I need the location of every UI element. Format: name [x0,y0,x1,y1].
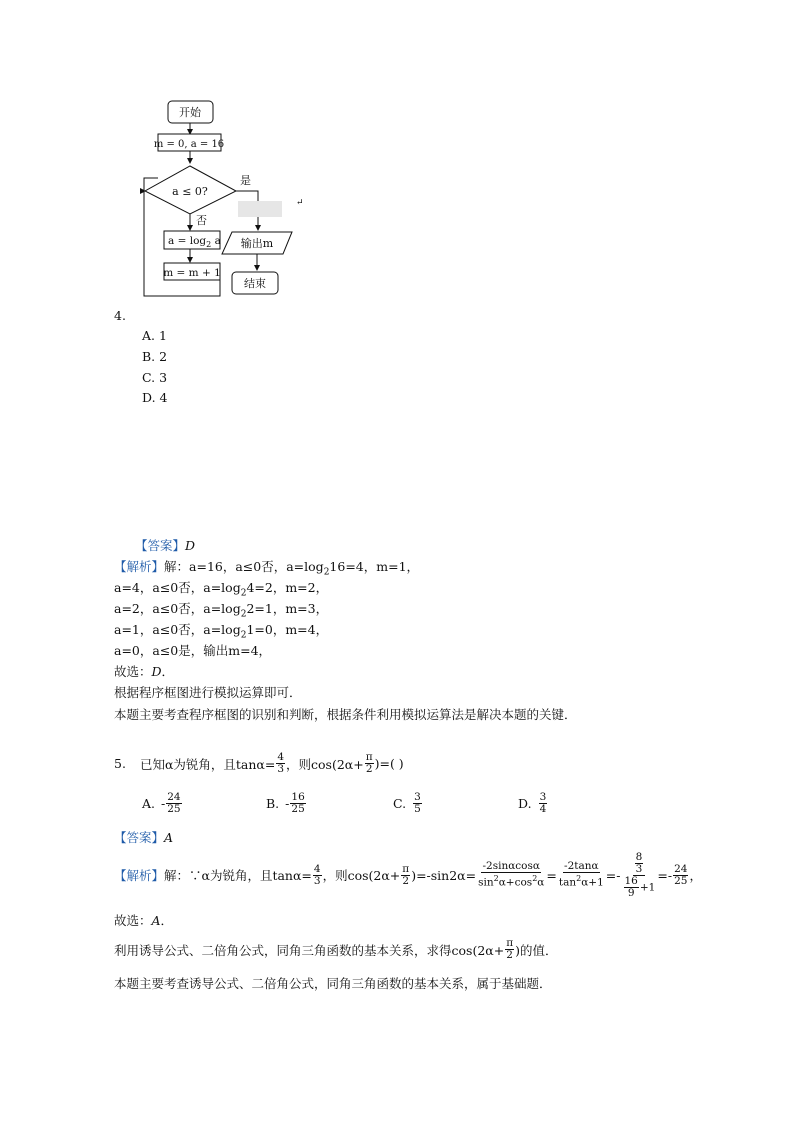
q5-answer: 【答案】A [114,830,174,845]
q5-option-c: C. $\frac{3}{5}$ [393,791,421,815]
q5-note-2: 本题主要考查诱导公式、二倍角公式，同角三角函数的基本关系，属于基础题． [114,976,552,991]
q4-note-2: 本题主要考查程序框图的识别和判断，根据条件利用模拟运算法是解决本题的关键． [114,707,577,722]
q5-note-1: 利用诱导公式、二倍角公式，同角三角函数的基本关系，求得cos(2α+ $\frac{\pi}{2}$ )的值． [114,937,558,961]
answer-tag: 【答案】 [135,538,186,553]
q4-step-4: a=1，a≤0否，$a=\log_21=0$，m=4， [114,622,329,641]
q4-step-1: 【解析】解：a=16，a≤0否，$a=\log_216=4$，m=1， [114,559,420,578]
q5-option-d: D. $\frac{3}{4}$ [518,791,547,815]
q4-answer [135,536,195,554]
q4-number: 4. [114,308,126,323]
q4-note-1: 根据程序框图进行模拟运算即可． [114,685,302,700]
blurred-mark [238,201,282,217]
q4-option-b: B. 2 [142,349,168,364]
analysis-tag: 【解析】 [114,559,165,574]
flowchart [0,0,794,320]
flow-init-text: m = 0, a = 16 [153,139,225,150]
q5-option-a: A. - $\frac{24}{25}$ [142,791,181,815]
flow-start-text: 开始 [179,106,201,119]
flow-assign-m-text: m = m + 1 [163,267,221,279]
flow-return-mark: ↵ [296,198,304,208]
flow-yes-label: 是 [240,174,251,187]
q4-step-3: a=2，a≤0否，$a=\log_22=1$，m=3， [114,601,329,620]
q4-choose: 故选：D． [114,664,175,679]
flow-assign-a-text: $a = \log_2 a$ [168,235,221,249]
q4-option-c: C. 3 [142,370,168,385]
q4-step-2: a=4，a≤0否，$a=\log_24=2$，m=2， [114,580,329,599]
flow-end-text: 结束 [244,277,266,290]
q4-option-a: A. 1 [142,328,167,343]
flow-decision-text: a ≤ 0? [172,185,208,198]
q4-step-5: a=0，a≤0是，输出m=4， [114,643,272,658]
answer-value: D [185,538,196,553]
q5-option-b: B. - $\frac{16}{25}$ [266,791,305,815]
q5-choose: 故选：A． [114,913,174,928]
flow-output-text: 输出m [240,237,274,250]
q5-analysis: 【解析】 解：∵α为锐角，且tanα= $\frac{4}{3}$ ，则cos(2α+ $\frac{\pi}{2}$ )=-sin2α= $\frac{-2\sin\alpha\cos\alpha}{\sin^2\alpha+\cos^2\alpha}$ = $\frac{-2\tan\alpha}{\tan^2\alpha+1}$ = - $\frac{8}{3}$ $\frac{16}{9}$ +1 = - $\frac{24}{25}$ ， [114,850,702,899]
q4-option-d: D. 4 [142,390,168,405]
q5-stem: 5. 已知α为锐角，且tanα= $\frac{4}{3}$ ，则cos(2α+ $\frac{\pi}{2}$ )=( ) [114,751,404,775]
flow-no-label: 否 [196,214,207,227]
